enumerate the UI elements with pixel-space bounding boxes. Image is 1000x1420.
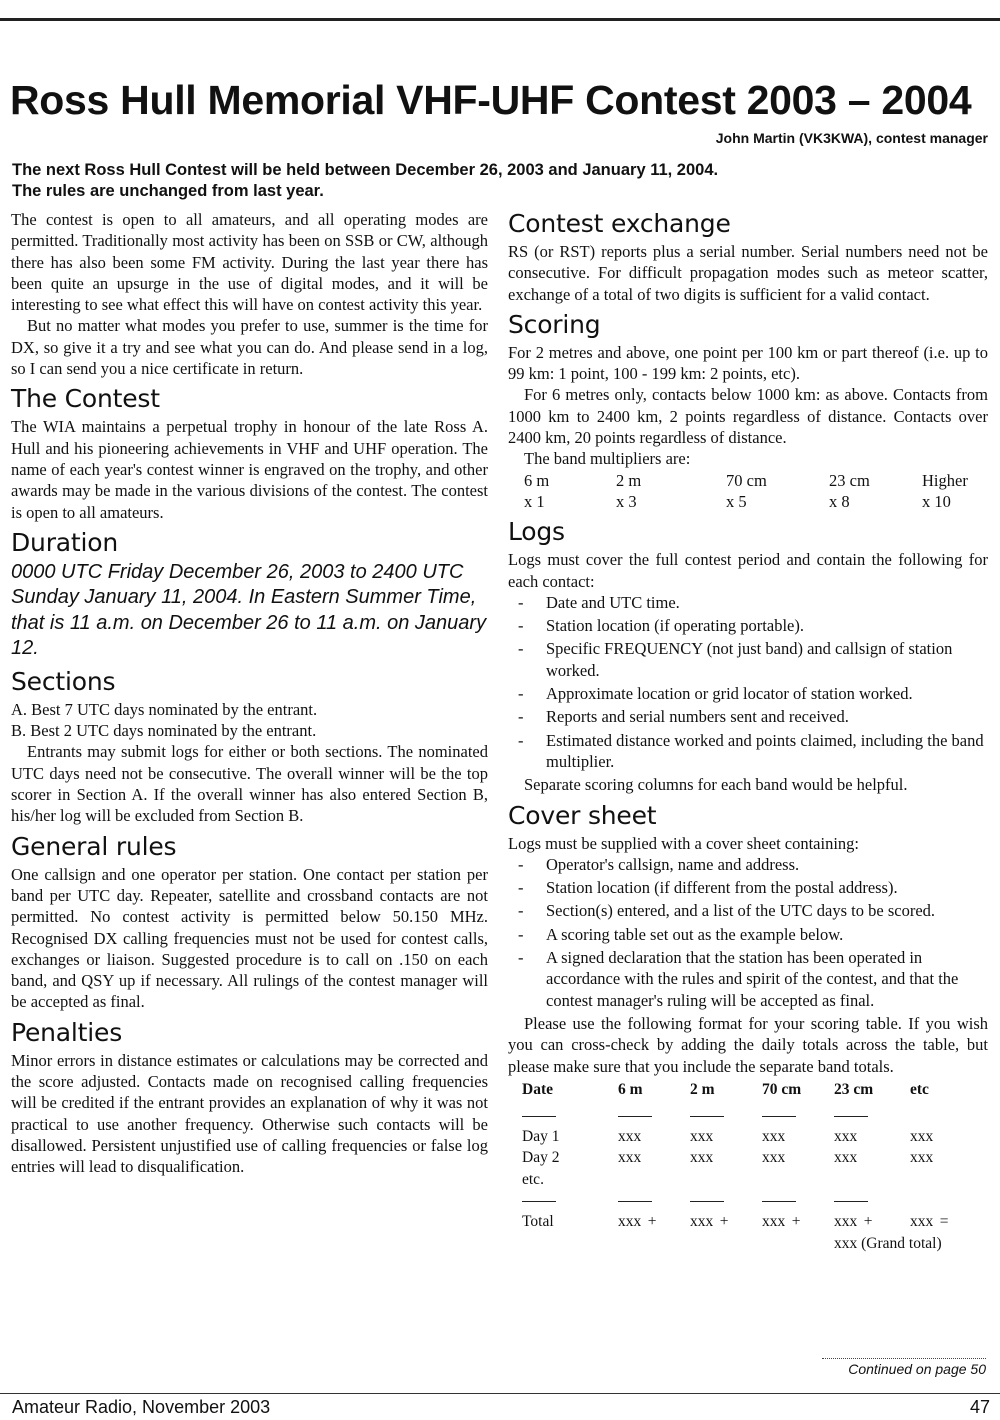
table-rule: [834, 1190, 910, 1211]
contest-paragraph: The WIA maintains a perpetual trophy in honour of the late Ross A. Hull and his pioneering achievements in VHF and UHF operation. The name of each year's contest winner is engraved on the trophy, and other awards may be made in the various divisions of the contest. The contest is open to all amateurs.: [11, 417, 488, 522]
page-number: 47: [969, 1397, 990, 1417]
table-rule: [834, 1105, 910, 1126]
table-header: etc: [910, 1081, 929, 1099]
table-cell: xxx: [618, 1128, 642, 1146]
right-column: [508, 209, 988, 1254]
list-item: [508, 947, 988, 1011]
table-header: 23 cm: [834, 1081, 874, 1099]
table-cell: xxx: [910, 1149, 934, 1167]
article-byline: John Martin (VK3KWA), contest manager: [715, 130, 988, 146]
dash-bullet: -: [518, 901, 524, 921]
band-cell: 23 cm: [829, 470, 870, 490]
table-rule: [762, 1190, 834, 1211]
table-cell: xxx: [834, 1149, 858, 1167]
list-item: [508, 730, 988, 773]
scoring-paragraph-2: For 6 metres only, contacts below 1000 km: as above. Contacts from 1000 km to 2400 km, 2 points regardless of distance. Contacts over 2400 km, 20 points regardless of distance.: [508, 385, 988, 448]
plus-sign: +: [791, 1213, 801, 1231]
list-item-text: Station location (if different from the postal address).: [546, 878, 898, 898]
dash-bullet: -: [518, 639, 524, 659]
scoring-paragraph-1: For 2 metres and above, one point per 100 km or part thereof (i.e. up to 99 km: 1 point, 100 - 199 km: 2 points, etc).: [508, 342, 988, 384]
grand-total-row: [522, 1233, 957, 1254]
table-rule-row: [522, 1190, 957, 1211]
table-rule: [522, 1105, 618, 1126]
table-header-row: [522, 1079, 957, 1105]
exchange-paragraph: RS (or RST) reports plus a serial number. Serial numbers need not be consecutive. For difficult propagation modes such as meteor scatter, exchange of a total of two digits is sufficient for a valid contact.: [508, 242, 988, 304]
article-lead: [12, 160, 992, 202]
article-title: Ross Hull Memorial VHF-UHF Contest 2003 – 2004: [10, 77, 972, 123]
list-item: [508, 592, 988, 613]
list-item-text: Reports and serial numbers sent and received.: [546, 707, 849, 727]
lead-line-1: The next Ross Hull Contest will be held between December 26, 2003 and January 11, 2004.: [12, 161, 719, 179]
logs-list: [508, 592, 988, 772]
plus-sign: +: [719, 1213, 729, 1231]
heading-sections: Sections: [11, 666, 116, 696]
multiplier-cell: x 8: [829, 491, 850, 511]
table-cell: xxx: [618, 1149, 642, 1167]
table-header: 2 m: [690, 1081, 715, 1099]
table-rule: [618, 1105, 690, 1126]
list-item: [508, 615, 988, 636]
intro-paragraph-1: The contest is open to all amateurs, and all operating modes are permitted. Traditionally most activity has been on SSB or CW, although there has also been some FM activity. During the last year there has been quite an upsurge in the use of digital modes, and it will be interesting to see what effect this will have on contest activity this year.: [11, 210, 488, 315]
list-item-text: Estimated distance worked and points claimed, including the band multiplier.: [546, 730, 984, 771]
table-cell: xxx: [690, 1128, 714, 1146]
table-cell: xxx: [690, 1149, 714, 1167]
duration-paragraph: 0000 UTC Friday December 26, 2003 to 2400 UTC Sunday January 11, 2004. In Eastern Summer Time, that is 11 a.m. on December 26 to 11 a.m. on January 12.: [11, 560, 487, 660]
table-cell: xxx: [762, 1149, 786, 1167]
table-header: Date: [522, 1081, 553, 1099]
list-item-text: Operator's callsign, name and address.: [546, 854, 800, 874]
row-label: etc.: [522, 1170, 544, 1188]
multiplier-cell: x 3: [616, 491, 637, 511]
total-cell: xxx: [690, 1213, 714, 1231]
heading-logs: Logs: [508, 517, 565, 547]
list-item-text: Date and UTC time.: [546, 592, 680, 612]
cover-sheet-list: [508, 854, 988, 1011]
equals-sign: =: [939, 1213, 949, 1231]
heading-the-contest: The Contest: [11, 384, 160, 414]
heading-cover-sheet: Cover sheet: [508, 800, 657, 830]
table-rule: [690, 1105, 762, 1126]
total-cell: xxx: [618, 1213, 642, 1231]
total-cell: xxx: [910, 1213, 934, 1231]
dash-bullet: -: [518, 616, 524, 636]
table-cell: xxx: [910, 1128, 934, 1146]
table-row: [522, 1126, 957, 1147]
table-rule-row: [522, 1105, 957, 1126]
list-item-text: Specific FREQUENCY (not just band) and callsign of station worked.: [546, 639, 953, 680]
list-item-text: A scoring table set out as the example below.: [546, 924, 844, 944]
table-total-row: [522, 1211, 957, 1232]
table-cell: [618, 1211, 690, 1232]
sections-paragraph: Entrants may submit logs for either or both sections. The nominated UTC days need not be consecutive. The overall winner will be the top scorer in Section A. If the overall winner has also entered Section B, his/her log will be excluded from Section B.: [11, 742, 488, 826]
row-label: Day 2: [522, 1149, 560, 1167]
heading-general-rules: General rules: [11, 831, 177, 861]
table-header: 70 cm: [762, 1081, 802, 1099]
heading-scoring: Scoring: [508, 309, 601, 339]
plus-sign: +: [863, 1213, 873, 1231]
table-rule: [910, 1190, 957, 1211]
multiplier-cell: x 5: [726, 491, 747, 511]
dash-bullet: -: [518, 924, 524, 944]
band-cell: Higher: [922, 470, 968, 490]
dash-bullet: -: [518, 592, 524, 612]
plus-sign: +: [647, 1213, 657, 1231]
logs-outro: Separate scoring columns for each band would be helpful.: [524, 775, 908, 795]
continued-note: Continued on page 50: [848, 1361, 986, 1377]
band-row: [524, 470, 968, 491]
total-cell: xxx: [834, 1213, 858, 1231]
list-item: [508, 900, 988, 921]
list-item: [508, 877, 988, 898]
band-cell: 2 m: [616, 470, 642, 490]
section-b: B. Best 2 UTC days nominated by the entrant.: [11, 721, 317, 741]
footer-publication: Amateur Radio, November 2003: [12, 1397, 271, 1417]
table-cell: [690, 1211, 762, 1232]
table-cell: [910, 1211, 957, 1232]
dash-bullet: -: [518, 707, 524, 727]
left-column: [11, 209, 488, 1178]
format-paragraph: Please use the following format for your scoring table. If you wish you can cross-check by adding the daily totals across the table, but please make sure that you include the separate band totals.: [508, 1013, 988, 1076]
multipliers-intro: The band multipliers are:: [524, 449, 691, 469]
list-item: [508, 683, 988, 704]
list-item-text: A signed declaration that the station has been operated in accordance with the rules and spirit of the contest, and that the contest manager's ruling will be accepted as final.: [546, 948, 959, 1010]
table-cell: [834, 1211, 910, 1232]
list-item: [508, 706, 988, 727]
dash-bullet: -: [518, 948, 524, 968]
table-rule: [762, 1105, 834, 1126]
band-cell: 6 m: [524, 470, 550, 490]
dash-bullet: -: [518, 854, 524, 874]
general-rules-paragraph: One callsign and one operator per station. One contact per station per band per UTC day. Repeater, satellite and crossband contacts are not permitted. No contest activity is permitted below 50.150 MHz. Recognised DX calling frequencies must not be used for contest calls, exchanges or liaison. Suggested procedure is to call on .150 on each band, and QSY up if necessary. All rulings of the contest manager will be accepted as final.: [11, 864, 488, 1012]
grand-total: xxx (Grand total): [834, 1234, 942, 1252]
total-cell: xxx: [762, 1213, 786, 1231]
table-row: [522, 1147, 957, 1168]
multiplier-row: [524, 491, 968, 512]
band-multiplier-table: [524, 470, 968, 513]
table-cell: [762, 1211, 834, 1232]
multiplier-cell: x 1: [524, 491, 545, 511]
list-item-text: Station location (if operating portable).: [546, 616, 804, 636]
table-cell: xxx: [762, 1128, 786, 1146]
multiplier-cell: x 10: [922, 491, 951, 511]
section-a: A. Best 7 UTC days nominated by the entrant.: [11, 699, 318, 719]
list-item-text: Approximate location or grid locator of station worked.: [546, 684, 913, 704]
table-header: 6 m: [618, 1081, 643, 1099]
row-label: Day 1: [522, 1128, 560, 1146]
list-item: [508, 924, 988, 945]
footer-rule: [0, 1393, 1000, 1394]
heading-contest-exchange: Contest exchange: [508, 209, 731, 238]
heading-penalties: Penalties: [11, 1017, 123, 1047]
total-label: Total: [522, 1213, 554, 1231]
list-item-text: Section(s) entered, and a list of the UTC days to be scored.: [546, 901, 936, 921]
lead-line-2: The rules are unchanged from last year.: [12, 182, 324, 200]
continued-rule: [822, 1358, 986, 1359]
penalties-paragraph: Minor errors in distance estimates or calculations may be corrected and the score adjusted. Contacts made on recognised calling frequencies will be credited if the entrant provides an explanation of why it was not practical to use another frequency. Otherwise such contacts will be disallowed. Persistent unjustified use of calling frequencies or false log entries will lead to disqualification.: [11, 1050, 488, 1177]
table-rule: [910, 1105, 957, 1126]
dash-bullet: -: [518, 684, 524, 704]
top-rule: [0, 18, 1000, 21]
band-cell: 70 cm: [726, 470, 767, 490]
intro-paragraph-2: But no matter what modes you prefer to use, summer is the time for DX, so give it a try and see what you can do. And please send in a log, so I can send you a nice certificate in return.: [11, 316, 488, 379]
dash-bullet: -: [518, 730, 524, 750]
table-rule: [522, 1190, 618, 1211]
table-row: [522, 1169, 957, 1190]
list-item: [508, 854, 988, 875]
table-rule: [618, 1190, 690, 1211]
cover-sheet-intro: Logs must be supplied with a cover sheet containing:: [508, 833, 860, 853]
table-rule: [690, 1190, 762, 1211]
scoring-table-example: [522, 1079, 957, 1254]
table-cell: xxx: [834, 1128, 858, 1146]
list-item: [508, 638, 988, 681]
logs-intro: Logs must cover the full contest period and contain the following for each contact:: [508, 550, 988, 591]
heading-duration: Duration: [11, 527, 118, 557]
dash-bullet: -: [518, 878, 524, 898]
